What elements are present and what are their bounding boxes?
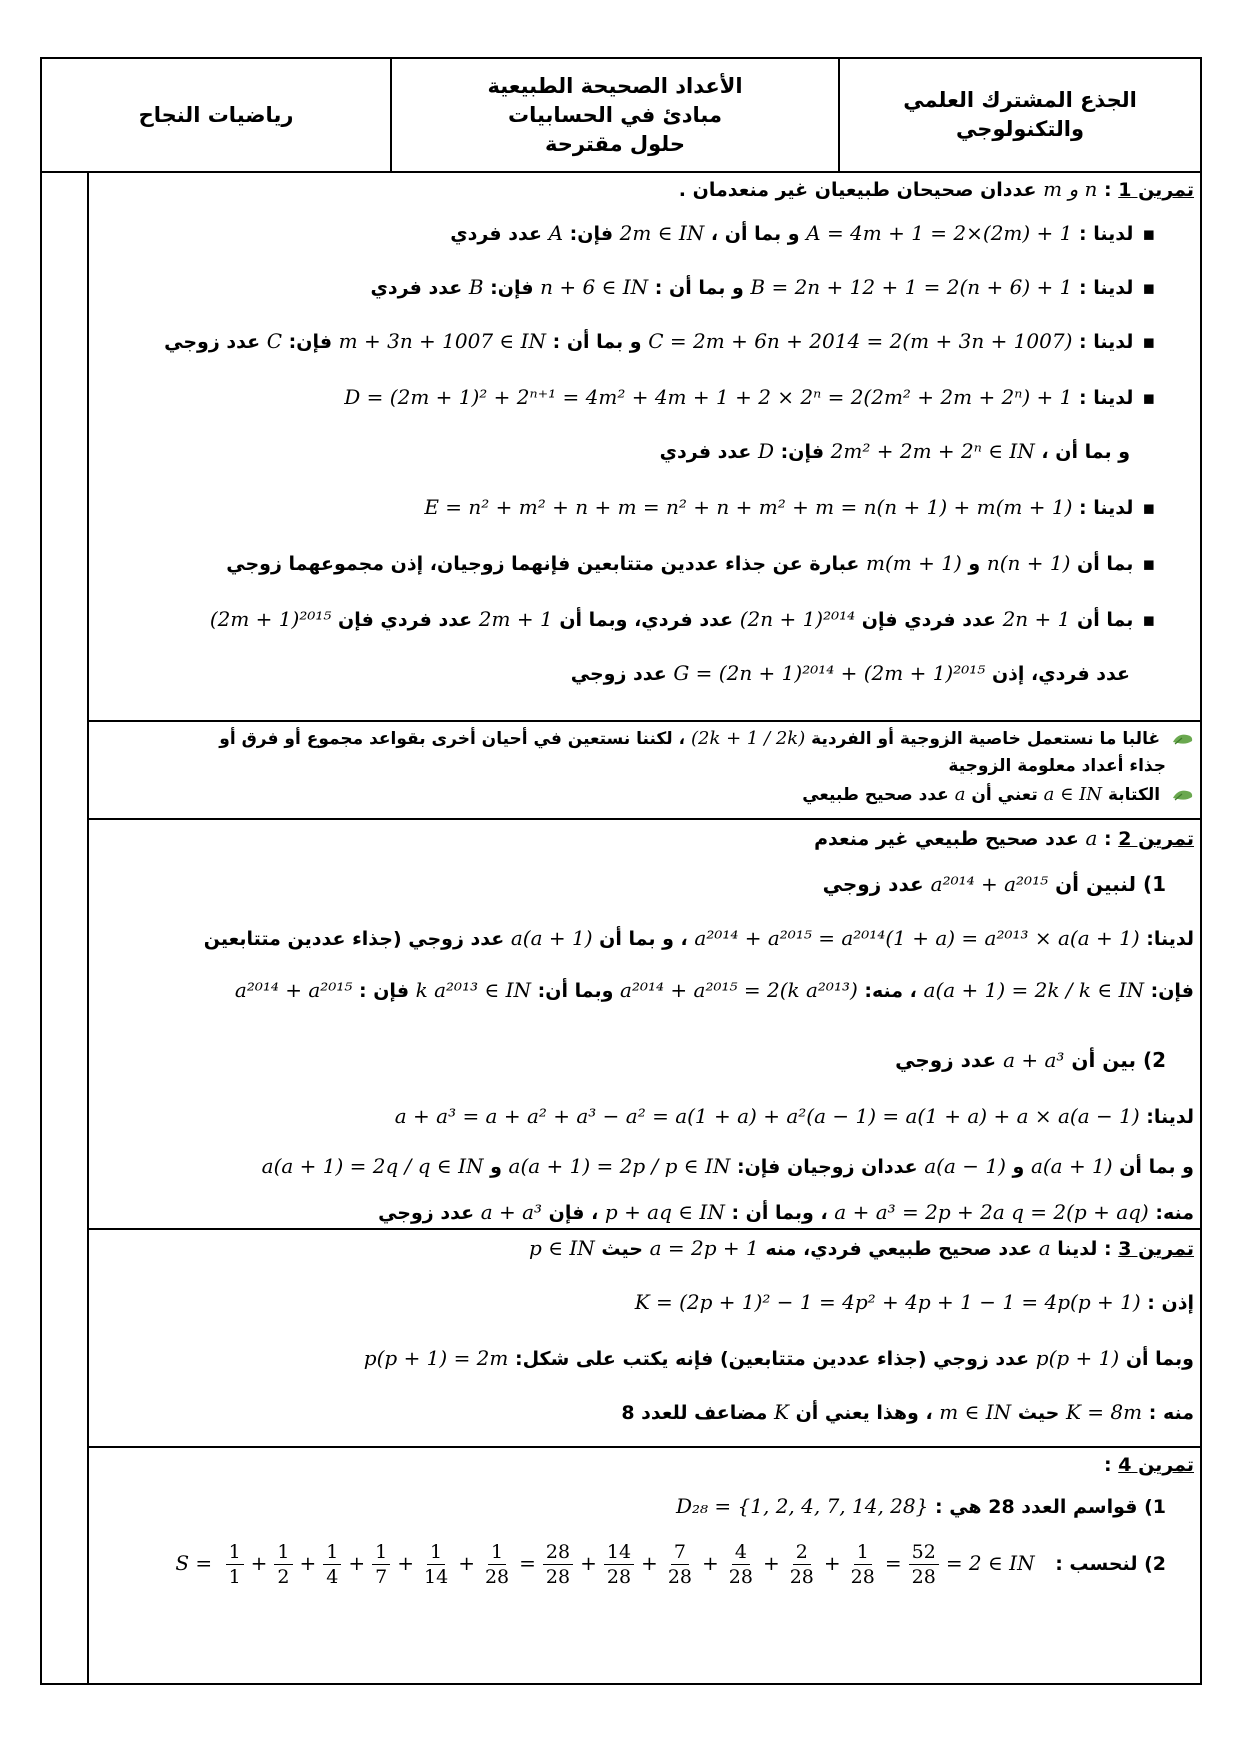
math: p(p + 1) = 2m — [363, 1346, 509, 1370]
text: لدينا : — [1079, 331, 1134, 353]
bullet: ▪ — [1142, 553, 1156, 575]
ex3-line-2 — [97, 1290, 1194, 1314]
text: لدينا : — [1079, 497, 1134, 519]
ex1-line-h — [97, 661, 1130, 685]
ex1-line-d — [97, 385, 1158, 409]
text: حيث — [1017, 1402, 1060, 1424]
operator: + — [702, 1551, 719, 1575]
math: 2m + 1 — [478, 607, 553, 631]
bullet: ▪ — [1142, 277, 1156, 299]
ex2-q2 — [97, 1048, 1166, 1072]
header-topic — [390, 59, 838, 171]
text: ، وبما أن : — [731, 1202, 828, 1224]
text: لنبين أن — [1055, 872, 1136, 896]
math: p ∈ IN — [529, 1236, 595, 1260]
ex3-line-4 — [97, 1400, 1194, 1424]
notes-section — [89, 722, 1202, 820]
text: عدد فردي، وبما أن — [559, 609, 734, 631]
operator: + — [762, 1551, 780, 1575]
text: و بما أن — [1119, 1156, 1194, 1178]
header-level-line2: والتكنولوجي — [955, 117, 1085, 141]
text: لدينا — [1057, 1238, 1098, 1260]
document-sheet — [40, 57, 1202, 1685]
text: عدد زوجي — [164, 331, 261, 353]
text: عدد زوجي (جذاء عددين متتابعين) فإنه يكتب على شكل: — [515, 1348, 1030, 1370]
math: m ∈ IN — [939, 1400, 1012, 1424]
math: k a²⁰¹³ ∈ IN — [415, 978, 532, 1002]
text: غالبا ما نستعمل خاصية الزوجية أو الفردية — [811, 729, 1161, 749]
text: عددان زوجيان فإن: — [736, 1156, 918, 1178]
leaf-icon — [1172, 788, 1194, 802]
math: D = (2m + 1)² + 2ⁿ⁺¹ = 4m² + 4m + 1 + 2 × 2ⁿ = 2(2m² + 2m + 2ⁿ) + 1 — [344, 385, 1073, 409]
common-fraction — [726, 1540, 756, 1589]
unit-fraction — [274, 1540, 292, 1589]
operator: = — [519, 1551, 536, 1575]
leaf-icon — [1172, 732, 1194, 746]
ex1-line-f — [97, 551, 1158, 575]
text: لدينا: — [1146, 1106, 1194, 1128]
text: ، فإن — [548, 1202, 599, 1224]
sum-result: = 2 ∈ IN — [945, 1551, 1035, 1575]
text: لدينا : — [1079, 223, 1134, 245]
header-level-line1: الجذع المشترك العلمي — [903, 88, 1137, 112]
ex1-intro: تمرين 1 : m و n عددان صحيحان طبيعيان غير منعدمان . — [678, 177, 1194, 201]
math: a + a³ = 2p + 2a q = 2(p + aq) — [834, 1200, 1149, 1224]
math: (2n + 1)²⁰¹⁴ — [739, 607, 856, 631]
text: عبارة عن جذاء عددين متتابعين فإنهما زوجيان، إذن مجموعهما زوجي — [226, 553, 860, 575]
ex1-line-c — [97, 329, 1158, 353]
numerator: 52 — [909, 1540, 939, 1565]
numerator: 14 — [604, 1540, 634, 1565]
numerator: 1 — [854, 1540, 872, 1565]
denominator: 2 — [277, 1566, 290, 1588]
exercise-3 — [89, 1230, 1202, 1448]
math: a(a + 1) = 2k / k ∈ IN — [923, 978, 1144, 1002]
header-topic-line3: حلول مقترحة — [544, 131, 686, 156]
math: a + a³ = a + a² + a³ − a² = a(1 + a) + a²(a − 1) = a(1 + a) + a × a(a − 1) — [394, 1104, 1140, 1128]
math: a²⁰¹⁴ + a²⁰¹⁵ = 2(k a²⁰¹³) — [620, 978, 858, 1002]
text: و — [490, 1156, 502, 1178]
math: B — [468, 275, 484, 299]
denominator: 7 — [375, 1566, 388, 1588]
header-level — [838, 59, 1200, 171]
math: a(a + 1) = 2p / p ∈ IN — [508, 1154, 731, 1178]
common-fraction — [604, 1540, 634, 1589]
header-brand — [42, 59, 390, 171]
math: a = 2p + 1 — [649, 1236, 759, 1260]
denominator: 28 — [850, 1566, 875, 1588]
denominator: 28 — [484, 1566, 510, 1588]
ex3-title: تمرين 3 — [1118, 1238, 1194, 1260]
ex2-q1 — [97, 872, 1166, 896]
text: عدد فردي — [370, 277, 463, 299]
common-fraction — [543, 1540, 573, 1589]
ex1-line-a — [97, 221, 1158, 245]
text: ، لكننا نستعين في أحيان أخرى بقواعد مجموع أو فرق أو — [219, 729, 686, 749]
math: a + a³ — [480, 1200, 543, 1224]
denominator: 28 — [606, 1566, 632, 1588]
ex1-title: تمرين 1 — [1118, 179, 1194, 201]
math: m + 3n + 1007 ∈ IN — [338, 329, 546, 353]
text: لدينا : — [1079, 387, 1134, 409]
sum-lhs: S = — [175, 1551, 213, 1575]
ex1-line-e — [97, 495, 1158, 519]
math: p(p + 1) — [1035, 1346, 1120, 1370]
text: ، و بما أن — [599, 928, 688, 950]
numerator: 1 — [427, 1540, 445, 1565]
bullet: ▪ — [1142, 609, 1156, 631]
numerator: 1 — [488, 1540, 506, 1565]
math: C — [266, 329, 283, 353]
common-fraction — [787, 1540, 817, 1589]
math: 2n + 1 — [1002, 607, 1071, 631]
exercise-2 — [89, 820, 1202, 1230]
ex1-line-d2 — [97, 439, 1130, 463]
text: منه : — [1148, 1402, 1194, 1424]
math: a ∈ IN — [1043, 784, 1103, 805]
math: a(a + 1) = 2q / q ∈ IN — [261, 1154, 484, 1178]
text: و — [968, 553, 981, 575]
ex1-line-g — [97, 607, 1158, 631]
operator: + — [458, 1551, 475, 1575]
math: a(a − 1) — [924, 1154, 1006, 1178]
math: n + 6 ∈ IN — [540, 275, 649, 299]
math: 2m² + 2m + 2ⁿ ∈ IN — [830, 439, 1035, 463]
operator: + — [348, 1551, 366, 1575]
text: عدد فردي — [659, 441, 752, 463]
ex2-title: تمرين 2 — [1118, 828, 1194, 850]
numerator: 4 — [732, 1540, 750, 1565]
text: عدد زوجي — [822, 872, 924, 896]
text: و بما أن : — [654, 277, 744, 299]
text: فإن: — [780, 441, 825, 463]
operator: = — [884, 1551, 902, 1575]
math: (2k + 1 / 2k) — [690, 728, 806, 749]
math: A — [548, 221, 564, 245]
text: و بما أن ، — [710, 223, 800, 245]
ex2-line-1 — [97, 926, 1194, 950]
math: a — [954, 784, 966, 805]
denominator: 28 — [728, 1566, 753, 1588]
unit-fraction — [226, 1540, 244, 1589]
numerator: 1 — [323, 1540, 341, 1565]
common-fraction — [665, 1540, 695, 1589]
ex1-intro-text: عددان صحيحان طبيعيان غير منعدمان . — [678, 179, 1037, 201]
ex4-title: تمرين 4 — [1118, 1454, 1194, 1476]
ex1-intro-math: m و n — [1043, 177, 1098, 201]
text: حيث — [601, 1238, 643, 1260]
text: عدد زوجي — [895, 1048, 997, 1072]
denominator: 14 — [424, 1566, 449, 1588]
denominator: 28 — [911, 1566, 936, 1588]
math: K = 8m — [1066, 1400, 1143, 1424]
note-1 — [97, 728, 1194, 749]
numerator: 1 — [274, 1540, 292, 1565]
operator: + — [299, 1551, 317, 1575]
math: a — [1085, 826, 1098, 850]
text: مضاعف للعدد 8 — [621, 1402, 768, 1424]
ex2-line-5 — [97, 1200, 1194, 1224]
question-number: 2) — [1142, 1048, 1166, 1072]
math: a(a + 1) — [510, 926, 593, 950]
header-topic-line2: مبادئ في الحسابيات — [507, 102, 723, 127]
ex2-line-4 — [97, 1154, 1194, 1178]
text: فإن: — [490, 277, 534, 299]
numerator: 1 — [226, 1540, 244, 1565]
question-number: 1) — [1144, 1496, 1166, 1518]
numerator: 2 — [793, 1540, 811, 1565]
text: عدد زوجي — [378, 1202, 475, 1224]
math: n(n + 1) — [986, 551, 1071, 575]
ex2-intro: تمرين 2 : a عدد صحيح طبيعي غير منعدم — [814, 826, 1194, 850]
text: بين أن — [1071, 1048, 1136, 1072]
ex4-q1 — [97, 1494, 1166, 1518]
math: K = (2p + 1)² − 1 = 4p² + 4p + 1 − 1 = 4p(p + 1) — [634, 1290, 1141, 1314]
bullet: ▪ — [1142, 497, 1156, 519]
math: B = 2n + 12 + 1 = 2(n + 6) + 1 — [750, 275, 1073, 299]
text: و بما أن : — [552, 331, 642, 353]
text: بما أن — [1077, 553, 1134, 575]
math: E = n² + m² + n + m = n² + n + m² + m = n(n + 1) + m(m + 1) — [424, 495, 1073, 519]
text: ، وهذا يعني أن — [795, 1402, 933, 1424]
text: قواسم العدد 28 هي : — [934, 1496, 1138, 1518]
bullet: ▪ — [1142, 331, 1156, 353]
math: C = 2m + 6n + 2014 = 2(m + 3n + 1007) — [648, 329, 1073, 353]
unit-fraction — [482, 1540, 512, 1589]
text: عدد صحيح طبيعي — [802, 785, 949, 805]
denominator: 1 — [228, 1566, 241, 1588]
text: لدينا: — [1146, 928, 1194, 950]
header-topic-line1: الأعداد الصحيحة الطبيعية — [487, 73, 743, 98]
denominator: 4 — [326, 1566, 339, 1588]
math: D — [757, 439, 775, 463]
ex2-line-3 — [97, 1104, 1194, 1128]
text: وبما أن: — [537, 980, 614, 1002]
text: فإن: — [288, 331, 333, 353]
text: عدد فردي فإن — [338, 609, 473, 631]
denominator: 28 — [545, 1566, 571, 1588]
math: K — [773, 1400, 789, 1424]
unit-fraction — [372, 1540, 390, 1589]
math: 2m ∈ IN — [619, 221, 705, 245]
text: لنحسب : — [1055, 1553, 1138, 1575]
ex3-line-1: تمرين 3 : لدينا a عدد صحيح طبيعي فردي، منه a = 2p + 1 حيث p ∈ IN — [529, 1236, 1194, 1260]
text: عدد فردي — [450, 223, 542, 245]
text: الكتابة — [1107, 785, 1161, 805]
math: A = 4m + 1 = 2×(2m) + 1 — [806, 221, 1073, 245]
bullet: ▪ — [1142, 223, 1156, 245]
operator: + — [823, 1551, 841, 1575]
numerator: 28 — [543, 1540, 573, 1565]
math: (2m + 1)²⁰¹⁵ — [209, 607, 332, 631]
question-number: 1) — [1142, 872, 1166, 896]
text: وبما أن — [1125, 1348, 1194, 1370]
common-fraction — [848, 1540, 878, 1589]
operator: + — [641, 1551, 658, 1575]
numerator: 7 — [671, 1540, 689, 1565]
math: p + aq ∈ IN — [604, 1200, 725, 1224]
text: عدد زوجي (جذاء عددين متتابعين — [203, 928, 505, 950]
math: a²⁰¹⁴ + a²⁰¹⁵ = a²⁰¹⁴(1 + a) = a²⁰¹³ × a(a + 1) — [694, 926, 1140, 950]
operator: + — [250, 1551, 268, 1575]
document-header — [42, 59, 1200, 173]
result-fraction — [909, 1540, 939, 1589]
text: و بما أن ، — [1041, 441, 1130, 463]
text: بما أن — [1077, 609, 1134, 631]
denominator: 28 — [667, 1566, 692, 1588]
exercise-1 — [89, 171, 1202, 722]
math: a²⁰¹⁴ + a²⁰¹⁵ — [234, 978, 353, 1002]
math: G = (2n + 1)²⁰¹⁴ + (2m + 1)²⁰¹⁵ — [673, 661, 986, 685]
operator: + — [397, 1551, 414, 1575]
text: عدد زوجي — [570, 663, 667, 685]
unit-fraction — [323, 1540, 341, 1589]
text: عدد صحيح طبيعي فردي، منه — [765, 1238, 1033, 1260]
text: عدد فردي، إذن — [991, 663, 1130, 685]
text: إذن : — [1147, 1292, 1194, 1314]
text: جذاء أعداد معلومة الزوجية — [948, 756, 1166, 776]
text: فإن: — [569, 223, 614, 245]
exercise-4 — [89, 1448, 1202, 1685]
sum-expression — [171, 1540, 1038, 1589]
text: عدد فردي فإن — [861, 609, 996, 631]
unit-fraction — [421, 1540, 451, 1589]
header-brand-text: رياضيات النجاح — [138, 102, 294, 127]
ex3-line-3 — [97, 1346, 1194, 1370]
operator: + — [580, 1551, 597, 1575]
denominator: 28 — [789, 1566, 814, 1588]
note-2 — [97, 784, 1194, 805]
numerator: 1 — [372, 1540, 390, 1565]
ex4-q2 — [97, 1540, 1166, 1604]
text: لدينا : — [1079, 277, 1134, 299]
math: a(a + 1) — [1030, 1154, 1113, 1178]
math: a — [1038, 1236, 1051, 1260]
question-number: 2) — [1144, 1553, 1166, 1575]
ex2-line-2 — [97, 978, 1194, 1002]
text: ، منه: — [864, 980, 917, 1002]
bullet: ▪ — [1142, 387, 1156, 409]
math: a + a³ — [1003, 1048, 1065, 1072]
math: a²⁰¹⁴ + a²⁰¹⁵ — [930, 872, 1049, 896]
text: فإن : — [359, 980, 410, 1002]
ex4-intro: تمرين 4 : — [1104, 1454, 1194, 1476]
text: فإن: — [1150, 980, 1194, 1002]
text: و — [1012, 1156, 1025, 1178]
text: عدد صحيح طبيعي غير منعدم — [814, 828, 1079, 850]
text: تعني أن — [971, 785, 1038, 805]
math: D₂₈ = {1, 2, 4, 7, 14, 28} — [675, 1494, 929, 1518]
ex1-line-b — [97, 275, 1158, 299]
note-1-cont — [97, 756, 1166, 776]
text: منه: — [1155, 1202, 1194, 1224]
math: m(m + 1) — [866, 551, 962, 575]
